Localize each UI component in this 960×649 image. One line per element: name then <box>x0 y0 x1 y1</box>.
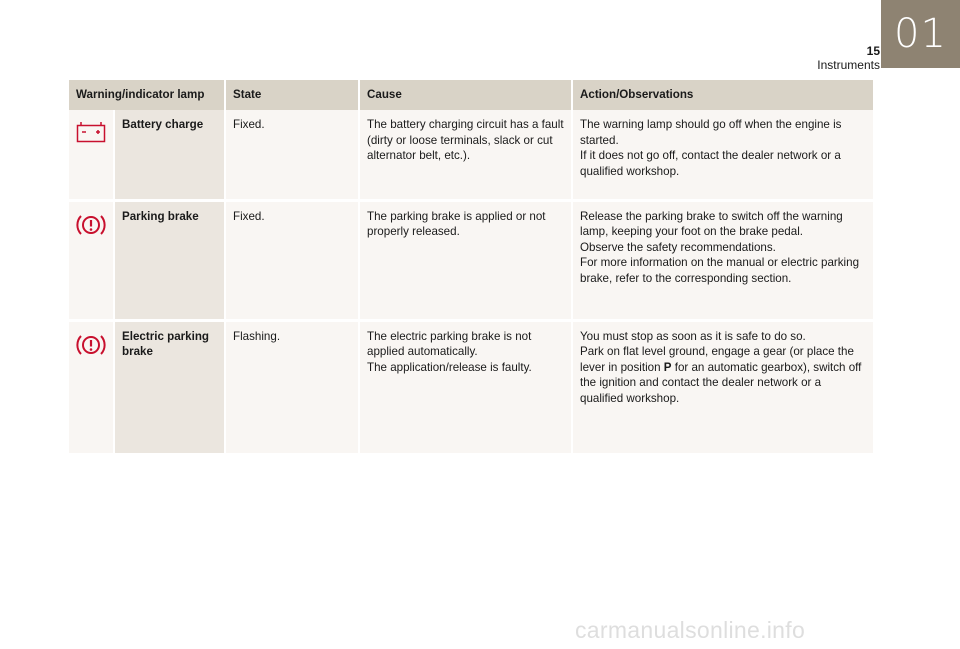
cause-text: The battery charging circuit has a fault (dirty or loose terminals, slack or cut alternator belt, etc.). <box>367 118 564 163</box>
lamp-name: Battery charge <box>114 110 225 200</box>
watermark: carmanualsonline.info <box>575 617 806 643</box>
brake-warning-icon <box>75 333 107 362</box>
cause-text: The parking brake is applied or not properly released. <box>367 209 546 239</box>
lamp-action <box>572 200 873 320</box>
action-text: Observe the safety recommendations. <box>580 240 776 254</box>
lamp-name: Electric parking brake <box>114 320 225 454</box>
action-text: For more information on the manual or electric parking brake, refer to the corresponding section. <box>580 256 860 285</box>
chapter-tab: 01 <box>881 0 960 68</box>
lamp-action <box>572 320 873 454</box>
lamp-icon-cell <box>69 110 114 200</box>
lamp-cause <box>359 200 572 320</box>
action-text: If it does not go off, contact the dealer network or a qualified workshop. <box>580 149 841 178</box>
lamp-icon-cell <box>69 320 114 454</box>
lamp-state: Flashing. <box>225 320 359 454</box>
battery-icon <box>76 121 106 148</box>
cause-text: The application/release is faulty. <box>367 360 532 374</box>
warning-lamps-table <box>69 80 873 456</box>
lamp-state: Fixed. <box>225 110 359 200</box>
section-title: Instruments <box>817 58 880 72</box>
lamp-cause <box>359 110 572 200</box>
column-header-lamp: Warning/indicator lamp <box>69 80 225 110</box>
lamp-state: Fixed. <box>225 200 359 320</box>
column-header-state: State <box>225 80 359 110</box>
gear-position-label: P <box>663 360 672 374</box>
lamp-icon-cell <box>69 200 114 320</box>
table-row-battery-charge <box>69 110 873 200</box>
lamp-cause <box>359 320 572 454</box>
action-text: You must stop as soon as it is safe to do so. <box>580 329 806 343</box>
cause-text: The electric parking brake is not applied automatically. <box>367 329 532 359</box>
table-header-row <box>69 80 873 110</box>
lamp-action <box>572 110 873 200</box>
table-row-electric-parking-brake <box>69 320 873 454</box>
table-row-parking-brake <box>69 200 873 320</box>
action-text-segment: Park on flat level ground, engage a gear (or place the lever in position <box>580 345 854 374</box>
column-header-action: Action/Observations <box>572 80 873 110</box>
brake-warning-icon <box>75 213 107 242</box>
page-number: 15 <box>866 44 880 58</box>
action-text-segment: for an automatic gearbox), switch off the ignition and contact the dealer network or a qualified workshop. <box>580 360 862 405</box>
action-text: The warning lamp should go off when the engine is started. <box>580 118 842 147</box>
action-text <box>580 344 866 406</box>
action-text: Release the parking brake to switch off the warning lamp, keeping your foot on the brake pedal. <box>580 209 843 239</box>
lamp-name: Parking brake <box>114 200 225 320</box>
column-header-cause: Cause <box>359 80 572 110</box>
